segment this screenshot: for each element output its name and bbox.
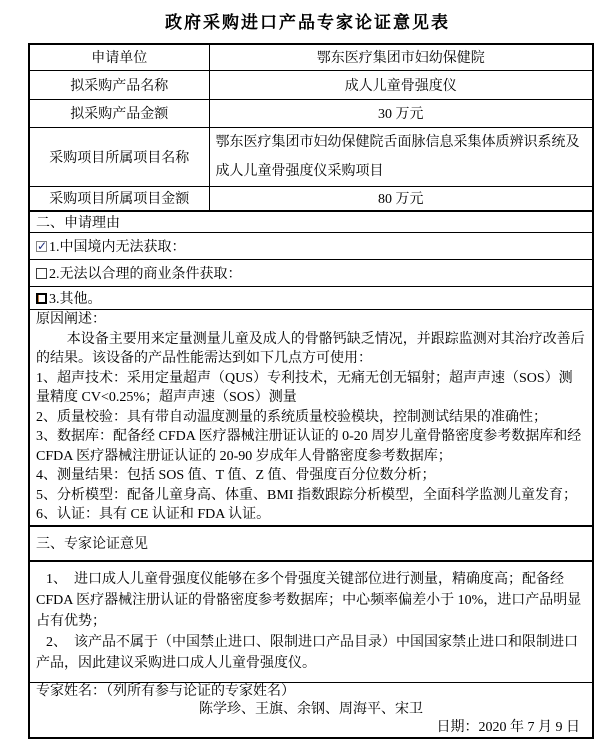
checkbox-cannot-obtain-domestically[interactable] xyxy=(36,241,47,252)
product-amount-label: 拟采购产品金额 xyxy=(29,99,209,127)
product-name-value: 成人儿童骨强度仪 xyxy=(209,70,593,99)
section3-heading: 三、专家论证意见 xyxy=(29,526,593,561)
reason-paragraph: 5、分析模型：配备儿童身高、体重、BMI 指数跟踪分析模型，全面科学监测儿童发育； xyxy=(36,487,577,503)
product-amount-value: 30 万元 xyxy=(209,99,593,127)
table-row xyxy=(29,683,593,739)
option-row-3 xyxy=(29,287,593,310)
expert-opinion-cell xyxy=(29,561,593,683)
reason-paragraph: 2、质量校验：具有带自动温度测量的系统质量校验模块，控制测试结果的准确性； xyxy=(36,409,547,425)
option-row-2 xyxy=(29,260,593,287)
option-label-1: 1.中国境内无法获取： xyxy=(49,240,186,255)
applicant-unit-value: 鄂东医疗集团市妇幼保健院 xyxy=(209,44,593,70)
opinion-paragraph: 2、 该产品不属于（中国禁止进口、限制进口产品目录）中国国家禁止进口和限制进口产品，因此建议采购进口成人儿童骨强度仪。 xyxy=(36,635,578,672)
product-name-label: 拟采购产品名称 xyxy=(29,70,209,99)
reason-paragraph: 4、测量结果：包括 SOS 值、T 值、Z 值、骨强度百分位数分析； xyxy=(36,468,436,483)
form-table xyxy=(28,43,594,739)
table-row xyxy=(29,44,593,70)
checkbox-other[interactable] xyxy=(36,293,47,304)
section2-heading: 二、申请理由 xyxy=(29,211,593,233)
option-row-1 xyxy=(29,233,593,260)
table-row xyxy=(29,211,593,233)
table-row xyxy=(29,186,593,211)
applicant-unit-label: 申请单位 xyxy=(29,44,209,70)
project-name-value: 鄂东医疗集团市妇幼保健院舌面脉信息采集体质辨识系统及成人儿童骨强度仪采购项目 xyxy=(209,127,593,186)
table-row xyxy=(29,526,593,561)
table-row xyxy=(29,287,593,310)
table-row xyxy=(29,561,593,683)
date-label: 日期：2020 年 7 月 9 日 xyxy=(436,720,580,735)
experts-cell xyxy=(29,683,593,739)
table-row xyxy=(29,70,593,99)
project-amount-value: 80 万元 xyxy=(209,186,593,211)
option-label-2: 2.无法以合理的商业条件获取： xyxy=(49,267,242,282)
table-row xyxy=(29,127,593,186)
reason-title: 原因阐述： xyxy=(36,312,106,327)
reason-statement-cell xyxy=(29,310,593,526)
reason-paragraph: 6、认证：具有 CE 认证和 FDA 认证。 xyxy=(36,507,271,522)
project-name-label: 采购项目所属项目名称 xyxy=(29,127,209,186)
checkbox-unreasonable-commercial-terms[interactable] xyxy=(36,268,47,279)
table-row xyxy=(29,260,593,287)
reason-paragraph: 1、超声技术：采用定量超声（QUS）专利技术，无痛无创无辐射；超声声速（SOS）测量精度 CV<0.25%；超声声速（SOS）测量 xyxy=(36,370,573,405)
experts-label: 专家姓名：（列所有参与论证的专家姓名） xyxy=(36,684,295,699)
page-title: 政府采购进口产品专家论证意见表 xyxy=(165,13,450,32)
option-label-3: 3.其他。 xyxy=(49,292,102,307)
project-amount-label: 采购项目所属项目金额 xyxy=(29,186,209,211)
reason-paragraph: 本设备主要用来定量测量儿童及成人的骨骼钙缺乏情况，并跟踪监测对其治疗改善后的结果。该设备的产品性能需达到如下几点方可使用： xyxy=(36,331,585,366)
reason-paragraph: 3、数据库：配备经 CFDA 医疗器械注册证认证的 0-20 周岁儿童骨骼密度参考数据库和经 CFDA 医疗器械注册证认证的 20-90 岁成年人骨骼密度参考数据库； xyxy=(36,429,582,464)
table-row xyxy=(29,233,593,260)
table-row xyxy=(29,99,593,127)
opinion-paragraph: 1、 进口成人儿童骨强度仪能够在多个骨强度关键部位进行测量，精确度高；配备经 CFDA 医疗器械注册认证的骨骼密度参考数据库；中心频率偏差小于 10%，进口产品明显占有优势； xyxy=(36,572,582,630)
experts-names: 陈学珍、王旗、余钢、周海平、宋卫 xyxy=(199,702,423,717)
table-row xyxy=(29,310,593,526)
